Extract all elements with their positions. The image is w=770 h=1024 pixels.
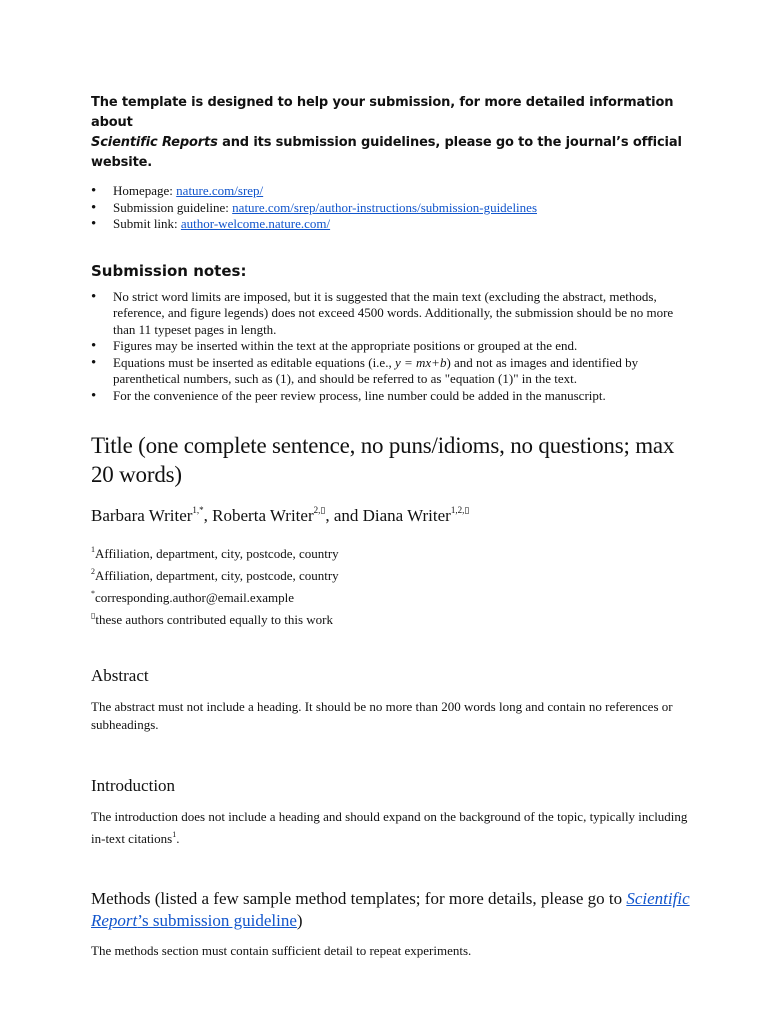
methods-heading-text: Methods (listed a few sample method templates; for more details, please go to <box>91 889 627 908</box>
submission-notes-list <box>91 289 691 405</box>
template-intro <box>91 93 691 173</box>
introduction-heading: Introduction <box>91 776 176 795</box>
paper-title: Title (one complete sentence, no puns/idioms, no questions; max 20 words) <box>91 433 675 487</box>
list-item <box>91 355 691 388</box>
citation-marker: 1 <box>172 830 177 839</box>
author-name: Roberta Writer <box>212 506 314 525</box>
list-item-homepage <box>91 183 691 200</box>
author-separator: , and <box>325 506 363 525</box>
affiliation-text: these authors contributed equally to this work <box>95 612 333 627</box>
abstract-heading: Abstract <box>91 666 149 685</box>
author-affiliation-marker: 1,2,▯ <box>450 505 470 515</box>
affiliation-text: corresponding.author@email.example <box>95 590 294 605</box>
abstract-text: The abstract must not include a heading. It should be no more than 200 words long and contain no references or subheadings. <box>91 699 673 732</box>
affiliation-text: Affiliation, department, city, postcode, country <box>95 546 339 561</box>
homepage-link[interactable]: nature.com/srep/ <box>176 183 264 198</box>
submission-notes-heading: Submission notes: <box>91 261 247 280</box>
affiliation <box>91 607 691 629</box>
journal-name: Scientific Reports <box>91 135 218 150</box>
affiliation <box>91 541 691 563</box>
author-affiliation-marker: 2,▯ <box>313 505 326 515</box>
introduction-end: . <box>176 831 180 846</box>
affiliation-marker: * <box>91 589 95 598</box>
guideline-label: Submission guideline: <box>113 199 233 215</box>
affiliation <box>91 563 691 585</box>
list-item: • For the convenience of the peer review process, line number could be added in the manuscript. <box>91 388 691 405</box>
affiliation-marker: ▯ <box>91 611 96 620</box>
intro-line-2: and its submission guidelines, please go to the journal’s official website. <box>91 135 682 170</box>
methods-text: The methods section must contain sufficient detail to repeat experiments. <box>91 943 472 958</box>
equation-note-after: ) and not as images and identified by parenthetical numbers, such as (1), and should be referred to as "equation (1)" in the text. <box>113 354 639 386</box>
journal-name-link: Scientific Report <box>91 889 690 930</box>
introduction-text <box>91 808 691 848</box>
author-name: Barbara Writer <box>91 506 193 525</box>
author-affiliation-marker: 1,* <box>192 505 204 515</box>
list-item: • No strict word limits are imposed, but it is suggested that the main text (excluding the abstract, methods, reference, and figure legends) does not exceed 4500 words. Additionally, the submission should be no more than 11 typeset pages in length. <box>91 289 691 339</box>
list-item-submit <box>91 216 691 233</box>
methods-heading <box>91 888 691 932</box>
affiliation-text: Affiliation, department, city, postcode, country <box>95 568 339 583</box>
equation-inline: y = mx+b <box>394 354 447 370</box>
equation-note-before: Equations must be inserted as editable equations (i.e., <box>113 354 395 370</box>
affiliation-marker: 2 <box>91 567 95 576</box>
submit-label: Submit link: <box>113 216 181 231</box>
author-separator: , <box>203 506 213 525</box>
author-list <box>91 499 691 527</box>
affiliation-marker: 1 <box>91 545 95 554</box>
intro-line-1: The template is designed to help your submission, for more detailed information about <box>91 95 674 130</box>
guideline-link-text: ’s submission guideline <box>137 911 297 930</box>
introduction-body: The introduction does not include a heading and should expand on the background of the topic, typically including in-text citations <box>91 809 688 846</box>
author-name: Diana Writer <box>362 506 451 525</box>
affiliation-list <box>91 541 691 629</box>
list-item-guideline <box>91 200 691 217</box>
resource-links <box>91 183 691 233</box>
document-content <box>91 93 691 960</box>
affiliation <box>91 585 691 607</box>
list-item: • Figures may be inserted within the text at the appropriate positions or grouped at the end. <box>91 338 691 355</box>
methods-heading-close: ) <box>296 911 303 930</box>
guideline-link[interactable]: nature.com/srep/author-instructions/submission-guidelines <box>232 199 537 215</box>
homepage-label: Homepage: <box>113 183 177 198</box>
submit-link[interactable]: author-welcome.nature.com/ <box>180 216 331 231</box>
